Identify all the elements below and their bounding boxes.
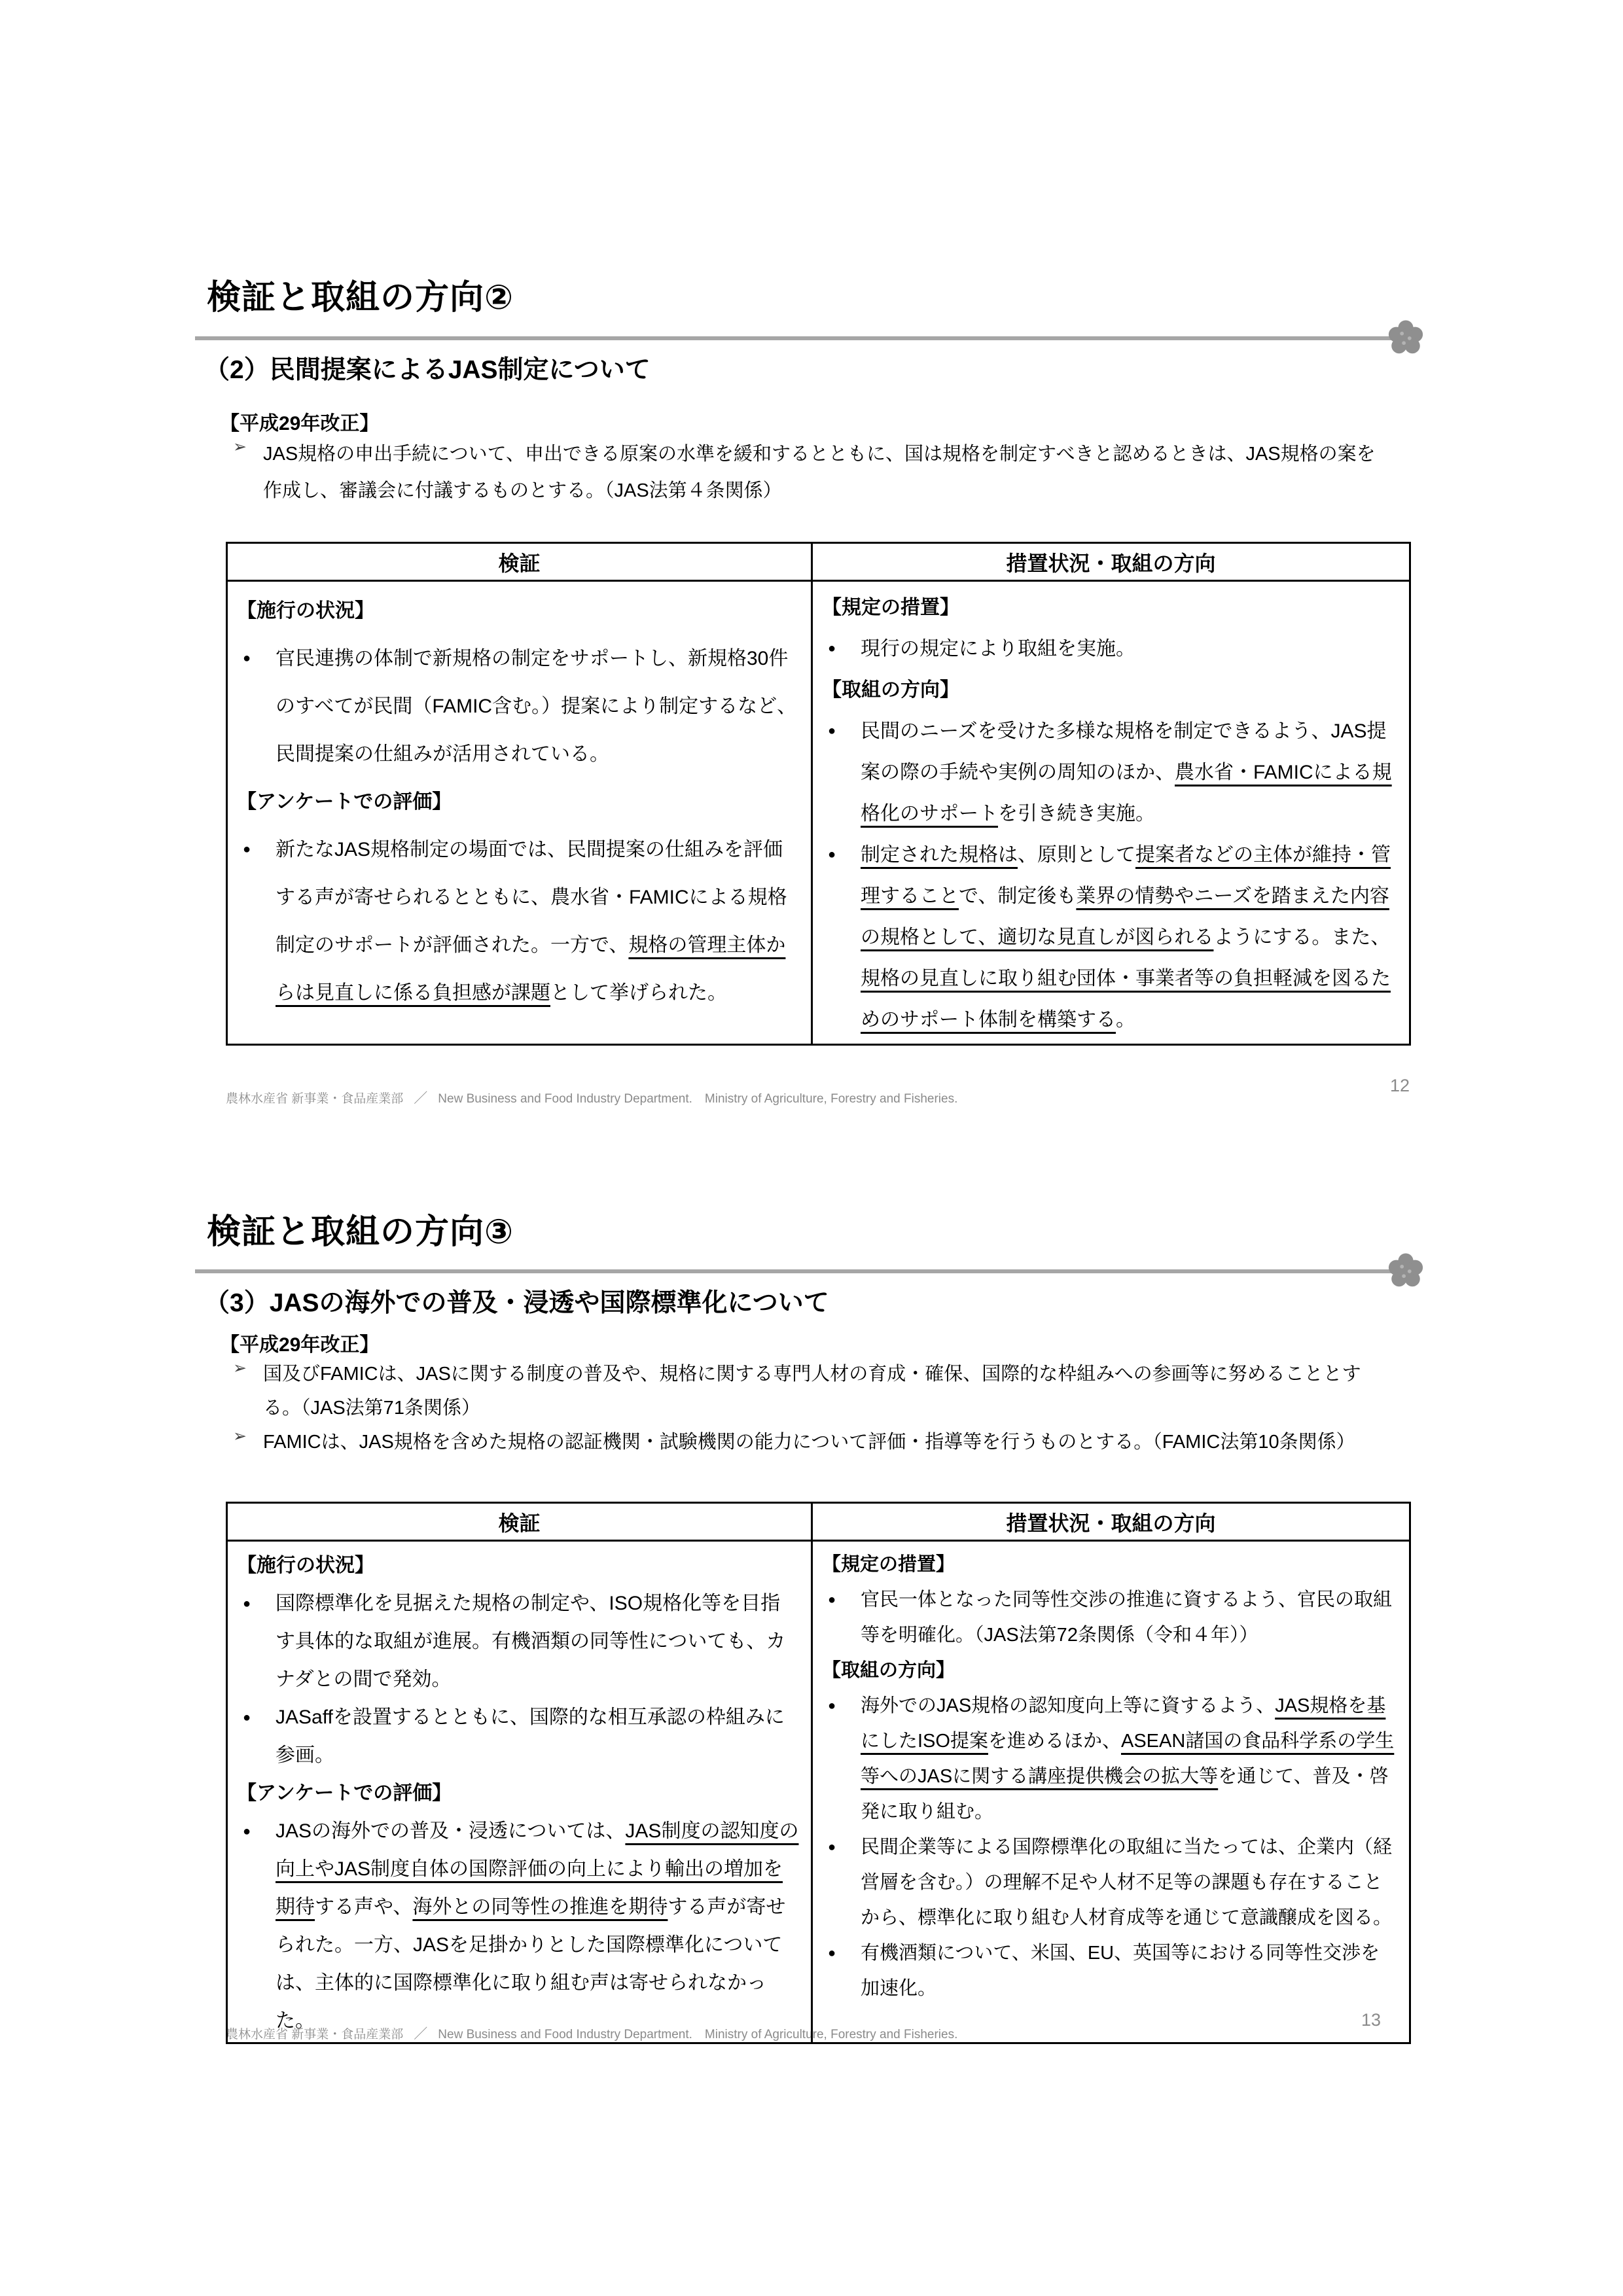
revision-bullet-list (233, 1357, 1398, 1459)
slide-title: 検証と取組の方向② (207, 279, 514, 317)
table-cell-measures (813, 1542, 1409, 2042)
table-header-verification: 検証 (228, 544, 813, 582)
cell-section-label: 【取組の方向】 (822, 679, 959, 701)
footer-department-jp: 農林水産省 新事業・食品産業部 (226, 1092, 404, 1106)
flower-icon (1387, 1252, 1425, 1290)
bullet-text: 海外でのJAS規格の認知度向上等に資するよう、JAS規格を基にしたISO提案を進めるほか、ASEAN諸国の食品科学系の学生等へのJASに関する講座提供機会の拡大等を通じて、普及・啓発に取り組む。 (861, 1695, 1395, 1822)
bullet-item (822, 711, 1397, 834)
bullet-item (822, 1582, 1397, 1653)
table-header-measures: 措置状況・取組の方向 (813, 544, 1409, 582)
bullet-dot-icon: ● (828, 1946, 836, 1960)
bullet-dot-icon: ● (243, 1597, 251, 1611)
revision-bullet-text: 国及びFAMICは、JASに関する制度の普及や、規格に関する専門人材の育成・確保、国際的な枠組みへの参画等に努めることとする。（JAS法第71条関係） (263, 1364, 1361, 1419)
bullet-item (237, 635, 799, 778)
cell-section-label: 【規定の措置】 (822, 1554, 955, 1575)
bullet-text: 国際標準化を見据えた規格の制定や、ISO規格化等を目指す具体的な取組が進展。有機酒類の同等性についても、カナダとの間で発効。 (276, 1593, 786, 1690)
cell-section-label: 【施行の状況】 (237, 600, 374, 622)
bullet-text: 民間のニーズを受けた多様な規格を制定できるよう、JAS提案の際の手続や実例の周知のほか、農水省・FAMICによる規格化のサポートを引き続き実施。 (861, 720, 1392, 824)
verification-table (226, 542, 1411, 1046)
section-heading: （3）JASの海外での普及・浸透や国際標準化について (204, 1289, 829, 1317)
bullet-item (237, 1585, 799, 1699)
bullet-item (822, 628, 1397, 669)
cell-section-label: 【取組の方向】 (822, 1660, 955, 1681)
bullet-text: 現行の規定により取組を実施。 (861, 638, 1135, 660)
verification-table (226, 1502, 1411, 2044)
bullet-item (822, 1688, 1397, 1829)
bullet-dot-icon: ● (828, 724, 836, 738)
bullet-dot-icon: ● (828, 1699, 836, 1713)
revision-bullet-text: JAS規格の申出手続について、申出できる原案の水準を緩和するとともに、国は規格を制定すべきと認めるときは、JAS規格の案を作成し、審議会に付議するものとする。（JAS法第４条関係） (263, 444, 1376, 501)
footer-department-en: New Business and Food Industry Department. Ministry of Agriculture, Forestry and Fisheries. (438, 2028, 958, 2041)
arrow-bullet-icon: ➢ (233, 438, 247, 456)
bullet-item (237, 826, 799, 1017)
table-header-verification: 検証 (228, 1504, 813, 1542)
bullet-item (822, 1829, 1397, 1935)
table-header-measures: 措置状況・取組の方向 (813, 1504, 1409, 1542)
bullet-text: 有機酒類について、米国、EU、英国等における同等性交渉を加速化。 (861, 1943, 1380, 1999)
bullet-item (822, 834, 1397, 1040)
bullet-text: JASの海外での普及・浸透については、JAS制度の認知度の向上やJAS制度自体の国際評価の向上により輸出の増加を期待する声や、海外との同等性の推進を期待する声が寄せられた。一方、JASを足掛かりとした国際標準化については、主体的に国際標準化に取り組む声は寄せられなかった。 (276, 1820, 799, 2032)
page-number: 13 (1361, 2010, 1382, 2030)
footer-separator: ／ (414, 2026, 428, 2041)
bullet-text: 新たなJAS規格制定の場面では、民間提案の仕組みを評価する声が寄せられるとともに、農水省・FAMICによる規格制定のサポートが評価された。一方で、規格の管理主体からは見直しに係る負担感が課題として挙げられた。 (276, 839, 787, 1004)
bullet-item (822, 1935, 1397, 2006)
revision-label: 【平成29年改正】 (220, 413, 380, 434)
arrow-bullet-icon: ➢ (233, 1359, 247, 1377)
cell-section-label: 【施行の状況】 (237, 1555, 374, 1576)
table-cell-verification (228, 582, 813, 1044)
footer-separator: ／ (414, 1091, 428, 1106)
bullet-dot-icon: ● (828, 1840, 836, 1854)
section-heading: （2）民間提案によるJAS制定について (204, 356, 651, 384)
bullet-dot-icon: ● (243, 1710, 251, 1725)
cell-section-label: 【規定の措置】 (822, 597, 959, 618)
bullet-item (237, 1812, 799, 2040)
bullet-dot-icon: ● (243, 651, 251, 665)
title-divider-rule (195, 1269, 1394, 1273)
revision-bullet (233, 436, 1385, 509)
revision-label: 【平成29年改正】 (220, 1334, 380, 1356)
footer-department-en: New Business and Food Industry Department. Ministry of Agriculture, Forestry and Fisheries. (438, 1092, 958, 1106)
bullet-text: JASaffを設置するとともに、国際的な相互承認の枠組みに参画。 (276, 1706, 785, 1766)
page-number: 12 (1390, 1076, 1410, 1095)
bullet-dot-icon: ● (243, 1824, 251, 1839)
bullet-dot-icon: ● (828, 847, 836, 862)
arrow-bullet-icon: ➢ (233, 1427, 247, 1445)
bullet-dot-icon: ● (243, 842, 251, 857)
slide-title: 検証と取組の方向③ (207, 1213, 514, 1251)
revision-bullet (233, 1357, 1398, 1425)
title-divider-rule (195, 336, 1394, 340)
bullet-dot-icon: ● (828, 641, 836, 656)
table-cell-verification (228, 1542, 813, 2042)
revision-bullet (233, 1425, 1398, 1459)
bullet-text: 官民一体となった同等性交渉の推進に資するよう、官民の取組等を明確化。（JAS法第72条関係（令和４年）） (861, 1589, 1393, 1646)
cell-section-label: 【アンケートでの評価】 (237, 1782, 452, 1804)
revision-bullet-list (233, 436, 1385, 509)
bullet-text: 官民連携の体制で新規格の制定をサポートし、新規格30件のすべてが民間（FAMIC含む。）提案により制定するなど、民間提案の仕組みが活用されている。 (276, 648, 797, 765)
bullet-dot-icon: ● (828, 1593, 836, 1607)
cell-section-label: 【アンケートでの評価】 (237, 791, 452, 813)
bullet-item (237, 1699, 799, 1775)
flower-icon (1387, 319, 1425, 357)
revision-bullet-text: FAMICは、JAS規格を含めた規格の認証機関・試験機関の能力について評価・指導等を行うものとする。（FAMIC法第10条関係） (263, 1432, 1355, 1453)
bullet-text: 制定された規格は、原則として提案者などの主体が維持・管理することで、制定後も業界の情勢やニーズを踏まえた内容の規格として、適切な見直しが図られるようにする。また、規格の見直しに取り組む団体・事業者等の負担軽減を図るためのサポート体制を構築する。 (861, 844, 1391, 1031)
footer-department-jp: 農林水産省 新事業・食品産業部 (226, 2028, 404, 2041)
table-cell-measures (813, 582, 1409, 1044)
page-footer (226, 1087, 957, 1107)
bullet-text: 民間企業等による国際標準化の取組に当たっては、企業内（経営層を含む。）の理解不足や人材不足等の課題も存在することから、標準化に取り組む人材育成等を通じて意識醸成を図る。 (861, 1837, 1393, 1928)
